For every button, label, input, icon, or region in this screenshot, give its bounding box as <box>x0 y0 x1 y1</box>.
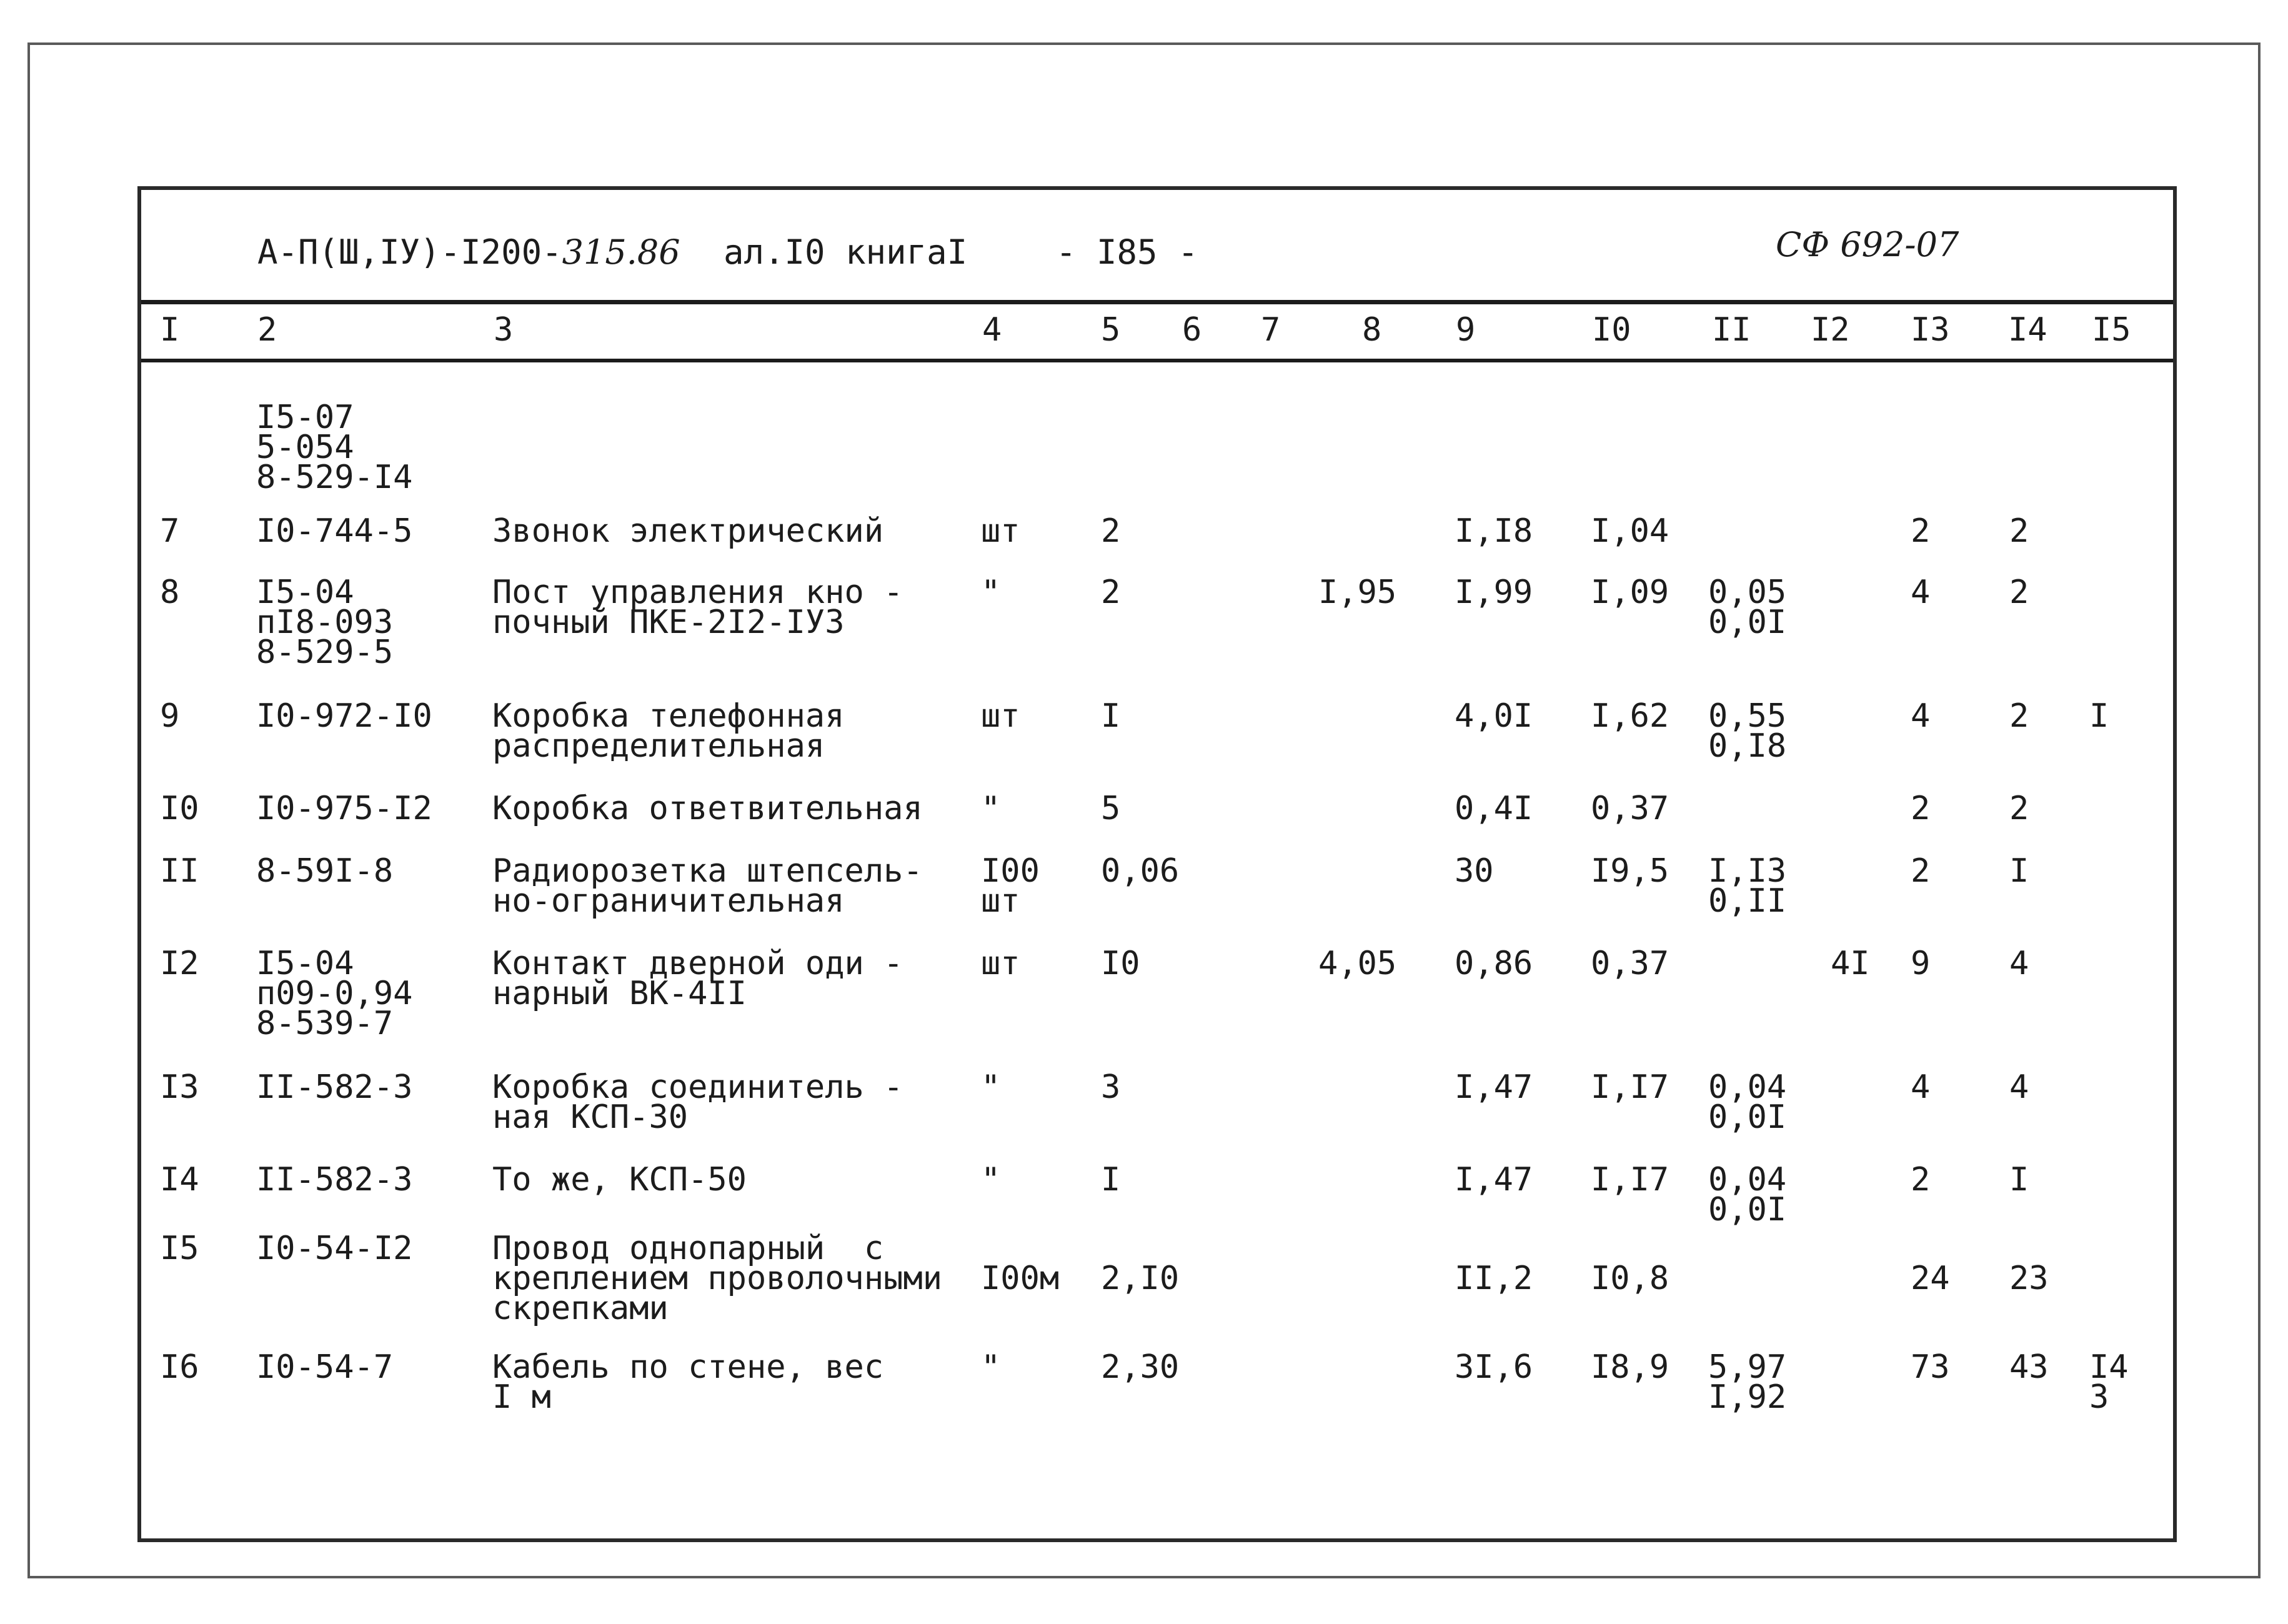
row-I0-unit: " <box>981 790 1001 827</box>
row-I3-name: Коробка соединитель - ная КСП-30 <box>492 1069 903 1136</box>
row-I5-code: I0-54-I2 <box>256 1230 413 1267</box>
column-header-12: I2 <box>1811 311 1850 349</box>
row-I6-c15: I4 3 <box>2089 1348 2129 1416</box>
row-I6-c10: I8,9 <box>1591 1348 1669 1386</box>
row-I2-c5: I0 <box>1101 945 1140 982</box>
column-header-9: 9 <box>1456 311 1476 349</box>
album-label: ал.I0 книгаI <box>724 232 968 272</box>
row-8-num: 8 <box>160 574 180 611</box>
column-header-3: 3 <box>494 311 514 349</box>
column-header-10: I0 <box>1592 311 1631 349</box>
row-I0-c5: 5 <box>1101 790 1121 827</box>
row-II-c13: 2 <box>1911 852 1931 890</box>
row-I3-c9: I,47 <box>1455 1069 1533 1106</box>
column-header-1: I <box>160 311 180 349</box>
document-code-printed: А-П(Ш,IУ)-I200- <box>257 232 562 272</box>
row-I2-c9: 0,86 <box>1455 945 1533 982</box>
row-I6-num: I6 <box>160 1348 199 1386</box>
row-I2-name: Контакт дверной оди - нарный ВК-4II <box>492 945 903 1012</box>
row-I4-c10: I,I7 <box>1591 1161 1669 1198</box>
row-I6-code: I0-54-7 <box>256 1348 394 1386</box>
row-I0-name: Коробка ответвительная <box>492 790 923 827</box>
row-I4-c13: 2 <box>1911 1161 1931 1198</box>
row-8-c8: I,95 <box>1318 574 1397 611</box>
row-9-c14: 2 <box>2009 697 2029 735</box>
row-8-c10: I,09 <box>1591 574 1669 611</box>
column-header-5: 5 <box>1101 311 1121 349</box>
row-I3-c11: 0,04 0,0I <box>1708 1069 1787 1136</box>
row-I2-c12: 4I <box>1831 945 1870 982</box>
continuation-codes: I5-07 5-054 8-529-I4 <box>256 399 413 496</box>
row-I2-num: I2 <box>160 945 199 982</box>
row-II-c10: I9,5 <box>1591 852 1669 890</box>
row-I3-c10: I,I7 <box>1591 1069 1669 1106</box>
row-I2-unit: шт <box>981 945 1020 982</box>
row-9-c5: I <box>1101 697 1121 735</box>
row-I4-unit: " <box>981 1161 1001 1198</box>
row-I4-num: I4 <box>160 1161 199 1198</box>
row-8-name: Пост управления кно - почный ПКЕ-2I2-IУ3 <box>492 574 903 641</box>
row-I2-c10: 0,37 <box>1591 945 1669 982</box>
row-II-c14: I <box>2009 852 2029 890</box>
row-7-code: I0-744-5 <box>256 512 413 550</box>
row-7-c5: 2 <box>1101 512 1121 550</box>
row-I6-c9: 3I,6 <box>1455 1348 1533 1386</box>
header-bottom-rule <box>141 359 2173 362</box>
row-I6-c13: 73 <box>1911 1348 1950 1386</box>
document-code-handwritten: 315.86 <box>562 232 680 272</box>
row-9-name: Коробка телефонная распределительная <box>492 697 845 765</box>
row-I5-c9: II,2 <box>1455 1260 1533 1297</box>
row-I4-name: То же, КСП-50 <box>492 1161 747 1198</box>
row-I6-c5: 2,30 <box>1101 1348 1180 1386</box>
row-9-unit: шт <box>981 697 1020 735</box>
row-9-c11: 0,55 0,I8 <box>1708 697 1787 765</box>
row-7-c14: 2 <box>2009 512 2029 550</box>
row-II-c11: I,I3 0,II <box>1708 852 1787 920</box>
row-II-num: II <box>160 852 199 890</box>
row-I3-code: II-582-3 <box>256 1069 413 1106</box>
row-I5-c10: I0,8 <box>1591 1260 1669 1297</box>
row-8-c11: 0,05 0,0I <box>1708 574 1787 641</box>
row-I6-c11: 5,97 I,92 <box>1708 1348 1787 1416</box>
row-II-unit: I00 шт <box>981 852 1040 920</box>
row-I5-c14: 23 <box>2009 1260 2049 1297</box>
row-I0-c14: 2 <box>2009 790 2029 827</box>
row-9-c13: 4 <box>1911 697 1931 735</box>
row-7-c13: 2 <box>1911 512 1931 550</box>
column-header-4: 4 <box>982 311 1002 349</box>
column-header-6: 6 <box>1182 311 1202 349</box>
row-I5-unit: I00м <box>981 1260 1060 1297</box>
row-8-unit: " <box>981 574 1001 611</box>
row-II-c9: 30 <box>1455 852 1494 890</box>
row-I0-c9: 0,4I <box>1455 790 1533 827</box>
row-I3-c13: 4 <box>1911 1069 1931 1106</box>
row-I4-c11: 0,04 0,0I <box>1708 1161 1787 1228</box>
page-number: - I85 - <box>1056 232 1198 272</box>
row-I0-c13: 2 <box>1911 790 1931 827</box>
column-header-15: I5 <box>2092 311 2131 349</box>
row-I5-c13: 24 <box>1911 1260 1950 1297</box>
column-header-11: II <box>1712 311 1751 349</box>
row-I2-code: I5-04 п09-0,94 8-539-7 <box>256 945 413 1042</box>
row-I2-c8: 4,05 <box>1318 945 1397 982</box>
column-header-14: I4 <box>2008 311 2047 349</box>
column-header-7: 7 <box>1261 311 1281 349</box>
row-8-code: I5-04 пI8-093 8-529-5 <box>256 574 394 671</box>
row-II-code: 8-59I-8 <box>256 852 394 890</box>
row-I0-c10: 0,37 <box>1591 790 1669 827</box>
row-7-num: 7 <box>160 512 180 550</box>
stamp-code: СФ 692-07 <box>1776 225 1959 264</box>
row-I0-code: I0-975-I2 <box>256 790 432 827</box>
row-7-c10: I,04 <box>1591 512 1669 550</box>
row-8-c13: 4 <box>1911 574 1931 611</box>
row-I3-unit: " <box>981 1069 1001 1106</box>
row-I6-c14: 43 <box>2009 1348 2049 1386</box>
row-I6-name: Кабель по стене, вес I м <box>492 1348 884 1416</box>
row-I5-c5: 2,I0 <box>1101 1260 1180 1297</box>
column-header-13: I3 <box>1911 311 1950 349</box>
header-top-rule <box>141 300 2173 304</box>
column-header-8: 8 <box>1362 311 1382 349</box>
row-I3-c14: 4 <box>2009 1069 2029 1106</box>
row-8-c9: I,99 <box>1455 574 1533 611</box>
row-9-c15: I <box>2089 697 2109 735</box>
row-I5-num: I5 <box>160 1230 199 1267</box>
row-7-c9: I,I8 <box>1455 512 1533 550</box>
row-I3-num: I3 <box>160 1069 199 1106</box>
row-8-c5: 2 <box>1101 574 1121 611</box>
row-9-code: I0-972-I0 <box>256 697 432 735</box>
row-I0-num: I0 <box>160 790 199 827</box>
row-I4-code: II-582-3 <box>256 1161 413 1198</box>
row-I2-c13: 9 <box>1911 945 1931 982</box>
row-I4-c14: I <box>2009 1161 2029 1198</box>
row-I3-c5: 3 <box>1101 1069 1121 1106</box>
row-I6-unit: " <box>981 1348 1001 1386</box>
row-7-name: Звонок электрический <box>492 512 884 550</box>
row-7-unit: шт <box>981 512 1020 550</box>
row-I4-c9: I,47 <box>1455 1161 1533 1198</box>
column-header-2: 2 <box>257 311 277 349</box>
row-I5-name: Провод однопарный с креплением проволочными скрепками <box>492 1230 943 1327</box>
row-9-num: 9 <box>160 697 180 735</box>
row-II-c5: 0,06 <box>1101 852 1180 890</box>
document-code <box>257 234 680 271</box>
row-II-name: Радиорозетка штепсель- но-ограничительная <box>492 852 923 920</box>
row-I2-c14: 4 <box>2009 945 2029 982</box>
row-I4-c5: I <box>1101 1161 1121 1198</box>
row-8-c14: 2 <box>2009 574 2029 611</box>
row-9-c10: I,62 <box>1591 697 1669 735</box>
row-9-c9: 4,0I <box>1455 697 1533 735</box>
